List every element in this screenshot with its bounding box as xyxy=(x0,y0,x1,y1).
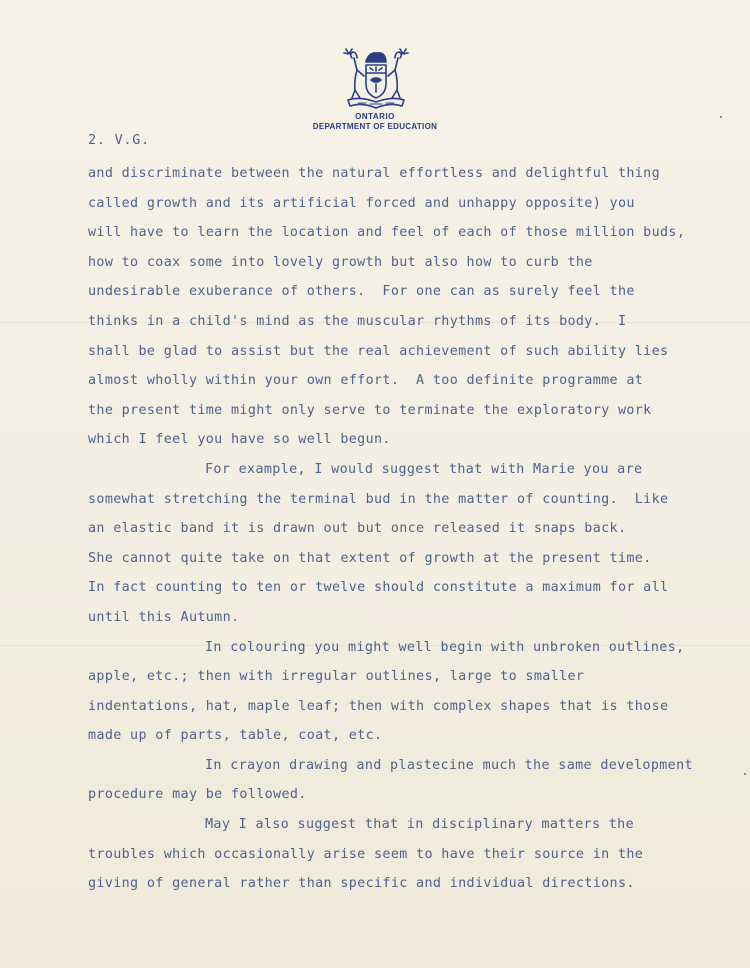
text-line: made up of parts, table, coat, etc. xyxy=(88,728,383,744)
text-line: and discriminate between the natural effortless and delightful thing xyxy=(88,166,661,181)
text-line: until this Autumn. xyxy=(88,609,240,625)
paragraph-first-line: For example, I would suggest that with Marie you are xyxy=(205,461,643,477)
paper-speck xyxy=(720,116,722,118)
letterhead-province: ONTARIO xyxy=(355,112,395,121)
text-line: called growth and its artificial forced and unhappy opposite) you xyxy=(88,195,635,211)
text-line: She cannot quite take on that extent of growth at the present time. xyxy=(88,550,652,566)
text-line: In fact counting to ten or twelve should constitute a maximum for all xyxy=(88,580,669,596)
ontario-coat-of-arms-icon xyxy=(340,46,412,112)
text-line: the present time might only serve to terminate the exploratory work xyxy=(88,402,652,418)
text-line: procedure may be followed. xyxy=(88,787,307,803)
paper-speck xyxy=(744,773,746,775)
text-line: giving of general rather than specific and individual directions. xyxy=(88,876,635,892)
page-reference: 2. V.G. xyxy=(88,133,151,148)
text-line: which I feel you have so well begun. xyxy=(88,432,391,448)
paragraph-first-line: May I also suggest that in disciplinary matters the xyxy=(205,817,635,833)
text-line: indentations, hat, maple leaf; then with complex shapes that is those xyxy=(88,698,669,714)
text-line: how to coax some into lovely growth but also how to curb the xyxy=(88,254,593,270)
text-line: shall be glad to assist but the real achievement of such ability lies xyxy=(88,343,669,359)
text-line: thinks in a child's mind as the muscular rhythms of its body. I xyxy=(88,313,627,329)
paragraph-first-line: In crayon drawing and plastecine much the same development xyxy=(205,757,693,773)
text-line: troubles which occasionally arise seem to have their source in the xyxy=(88,846,644,862)
text-line: somewhat stretching the terminal bud in the matter of counting. Like xyxy=(88,491,669,507)
letter-body xyxy=(88,159,728,899)
text-line: undesirable exuberance of others. For one can as surely feel the xyxy=(88,284,635,300)
text-line: will have to learn the location and feel of each of those million buds, xyxy=(88,225,686,241)
text-line: apple, etc.; then with irregular outlines, large to smaller xyxy=(88,669,585,685)
text-line: an elastic band it is drawn out but once released it snaps back. xyxy=(88,521,627,537)
text-line: almost wholly within your own effort. A too definite programme at xyxy=(88,373,644,389)
paragraph-first-line: In colouring you might well begin with unbroken outlines, xyxy=(205,639,685,655)
letterhead-department: DEPARTMENT OF EDUCATION xyxy=(312,122,438,131)
